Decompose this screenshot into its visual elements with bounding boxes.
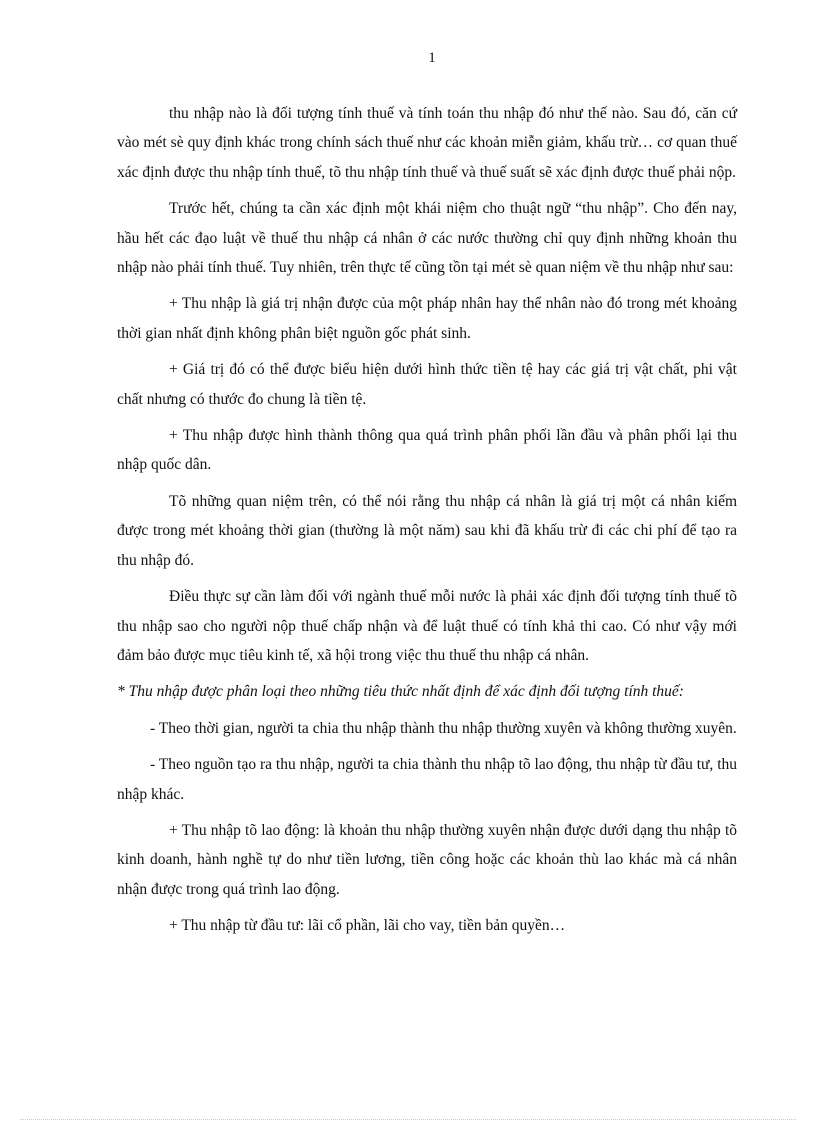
paragraph-tax-objective: Điều thực sự cần làm đối với ngành thuế mỗi nước là phải xác định đối tượng tính thuế tõ thu nhập sao cho người nộp thuế chấp nhận và để luật thuế có tính khả thi cao. Có như vậy mới đảm bảo được mục tiêu kinh tế, xã hội trong việc thu thuế thu nhập cá nhân. — [117, 588, 737, 664]
paragraph-concept-1: + Thu nhập là giá trị nhận được của một pháp nhân hay thể nhân nào đó trong mét khoảng thời gian nhất định không phân biệt nguồn gốc phát sinh. — [117, 295, 737, 342]
page-bottom-divider — [20, 1119, 796, 1120]
paragraph-summary: Tõ những quan niệm trên, có thể nói rằng thu nhập cá nhân là giá trị một cá nhân kiếm được trong mét khoảng thời gian (thường là một năm) sau khi đã khấu trừ đi các chi phí để tạo ra thu nhập đó. — [117, 492, 737, 569]
paragraph-by-time: - Theo thời gian, người ta chia thu nhập thành thu nhập thường xuyên và không thường xuyên. — [150, 719, 737, 737]
page-number: 1 — [428, 50, 436, 66]
paragraph-concept-3: + Thu nhập được hình thành thông qua quá trình phân phối lần đầu và phân phối lại thu nhập quốc dân. — [117, 427, 737, 474]
paragraph-definition: Trước hết, chúng ta cần xác định một khái niệm cho thuật ngữ “thu nhập”. Cho đến nay, hầu hết các đạo luật về thuế thu nhập cá nhân ở các nước thường chỉ quy định những khoản thu nhập nào phải tính thuế. Tuy nhiên, trên thực tế cũng tồn tại mét sè quan niệm về thu nhập như sau: — [117, 200, 737, 277]
paragraph-labor-income: + Thu nhập tõ lao động: là khoản thu nhập thường xuyên nhận được dưới dạng thu nhập tõ kinh doanh, hành nghề tự do như tiền lương, tiền công hoặc các khoản thù lao khác mà cá nhân nhận được trong quá trình lao động. — [117, 821, 737, 898]
paragraph-concept-2: + Giá trị đó có thể được biểu hiện dưới hình thức tiền tệ hay các giá trị vật chất, phi vật chất nhưng có thước đo chung là tiền tệ. — [117, 361, 737, 408]
paragraph-classification-heading: * Thu nhập được phân loại theo những tiêu thức nhất định để xác định đối tượng tính thuế: — [117, 683, 684, 701]
document-body — [117, 99, 737, 948]
paragraph-by-source: - Theo nguồn tạo ra thu nhập, người ta chia thành thu nhập tõ lao động, thu nhập từ đầu tư, thu nhập khác. — [117, 756, 737, 803]
paragraph-investment-income: + Thu nhập từ đầu tư: lãi cổ phần, lãi cho vay, tiền bản quyền… — [169, 917, 566, 935]
paragraph-intro: thu nhập nào là đối tượng tính thuế và tính toán thu nhập đó như thế nào. Sau đó, căn cứ vào mét sè quy định khác trong chính sách thuế như các khoản miễn giảm, khấu trừ… cơ quan thuế xác định được thu nhập tính thuế, tõ thu nhập tính thuế và thuế suất sẽ xác định được thuế phải nộp. — [117, 105, 737, 181]
